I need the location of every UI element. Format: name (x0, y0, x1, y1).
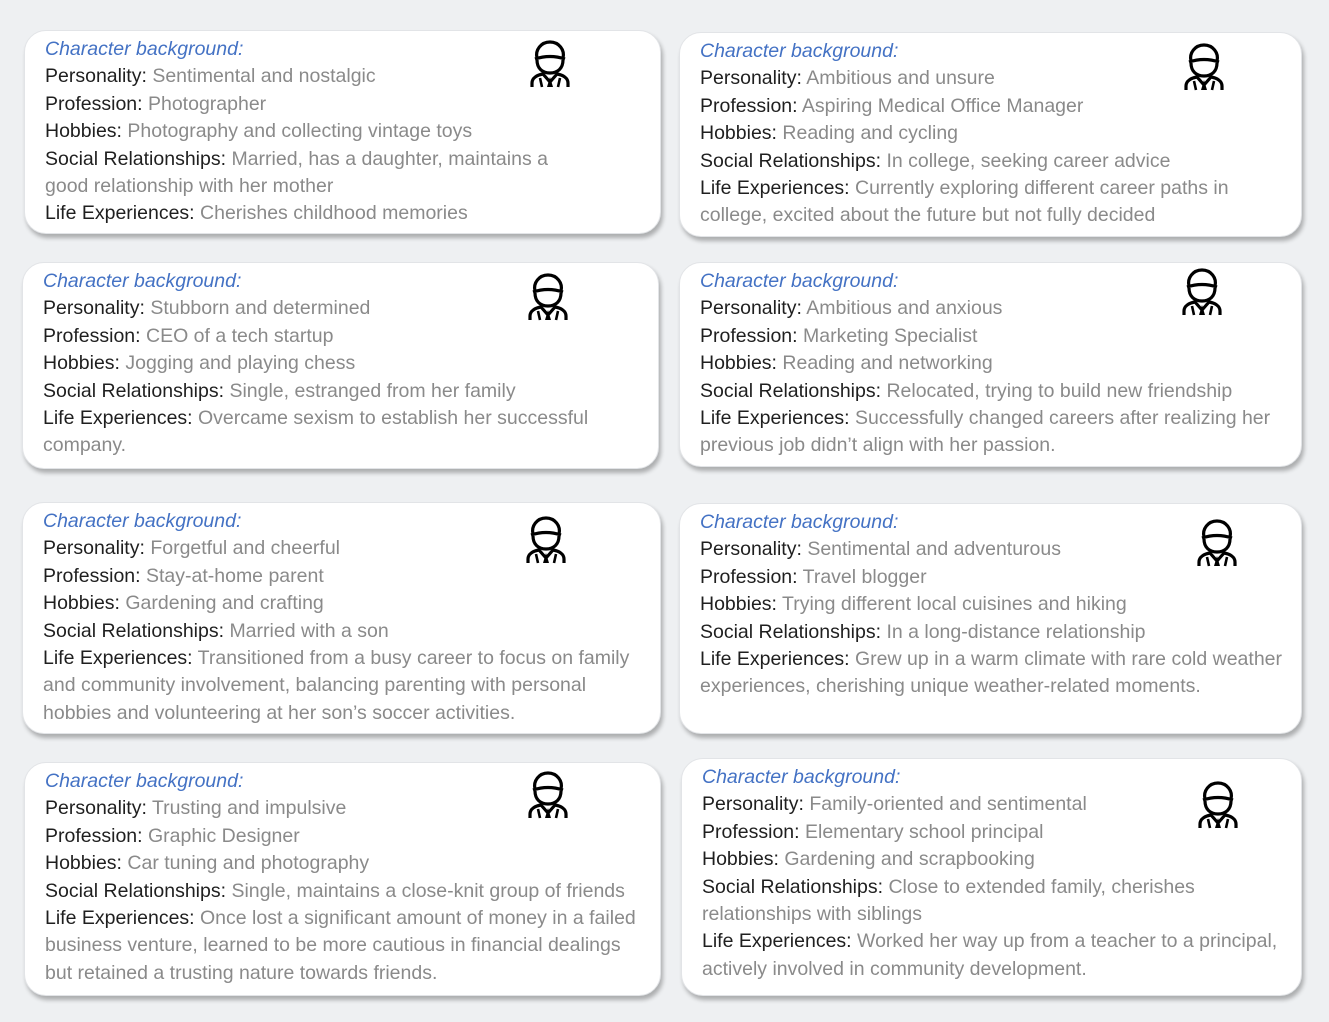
user-avatar-icon (1183, 41, 1225, 91)
card-title: Character background: (43, 270, 242, 292)
hobbies-row: Hobbies: Photography and collecting vintage toys (45, 120, 473, 143)
personality-row: Personality: Sentimental and adventurous (700, 538, 1061, 561)
card-title: Character background: (45, 38, 244, 60)
user-avatar-icon (529, 38, 571, 88)
character-card-3 (22, 262, 659, 469)
character-card-1 (24, 30, 661, 234)
life-row: Life Experiences: Successfully changed careers after realizing her previous job didn’t align with her passion. (700, 407, 1271, 457)
character-card-2 (679, 32, 1302, 237)
social-row: Social Relationships: Married, has a daughter, maintains a good relationship with her mother (45, 147, 548, 198)
social-row: Social Relationships: Single, estranged from her family (43, 379, 516, 402)
personality-row: Personality: Sentimental and nostalgic (45, 65, 376, 88)
user-avatar-icon (1181, 266, 1223, 316)
hobbies-row: Hobbies: Car tuning and photography (45, 852, 370, 875)
card-title: Character background: (45, 770, 244, 792)
card-title: Character background: (700, 270, 899, 292)
social-row: Social Relationships: Relocated, trying to build new friendship (700, 379, 1233, 402)
character-card-7 (24, 762, 661, 996)
personality-row: Personality: Trusting and impulsive (45, 797, 347, 820)
hobbies-row: Hobbies: Reading and networking (700, 352, 993, 375)
social-row: Social Relationships: Single, maintains a close-knit group of friends (45, 879, 625, 902)
personality-row: Personality: Ambitious and unsure (700, 67, 995, 90)
hobbies-row: Hobbies: Gardening and scrapbooking (702, 848, 1035, 871)
user-avatar-icon (527, 271, 569, 321)
character-card-4 (679, 262, 1302, 467)
card-title: Character background: (700, 40, 899, 62)
life-row: Life Experiences: Currently exploring different career paths in college, excited about the future but not fully decided (700, 177, 1229, 227)
personality-row: Personality: Ambitious and anxious (700, 297, 1003, 320)
hobbies-row: Hobbies: Gardening and crafting (43, 592, 324, 615)
profession-row: Profession: Stay-at-home parent (43, 564, 324, 587)
character-card-5 (22, 502, 661, 734)
profession-row: Profession: Photographer (45, 92, 267, 115)
profession-row: Profession: Marketing Specialist (700, 324, 978, 347)
card-title: Character background: (702, 766, 901, 788)
user-avatar-icon (527, 769, 569, 819)
profession-row: Profession: Travel blogger (700, 565, 927, 588)
personality-row: Personality: Family-oriented and sentimental (702, 793, 1087, 816)
user-avatar-icon (525, 514, 567, 564)
life-row: Life Experiences: Transitioned from a busy career to focus on family and community involvement, balancing parenting with personal hobbies and volunteering at her son’s soccer activities. (43, 647, 630, 724)
personality-row: Personality: Stubborn and determined (43, 297, 371, 320)
life-row: Life Experiences: Worked her way up from a teacher to a principal, actively involved in community development. (702, 930, 1278, 980)
profession-row: Profession: Elementary school principal (702, 820, 1044, 843)
personality-row: Personality: Forgetful and cheerful (43, 537, 341, 560)
social-row: Social Relationships: Close to extended family, cherishes relationships with siblings (702, 875, 1195, 926)
life-row: Life Experiences: Once lost a significant amount of money in a failed business venture, learned to be more cautious in financial dealings but retained a trusting nature towards friends. (45, 907, 636, 984)
life-row: Life Experiences: Cherishes childhood memories (45, 202, 468, 225)
life-row: Life Experiences: Overcame sexism to establish her successful company. (43, 407, 589, 457)
card-title: Character background: (700, 511, 899, 533)
life-row: Life Experiences: Grew up in a warm climate with rare cold weather experiences, cherishing unique weather-related moments. (700, 648, 1283, 698)
hobbies-row: Hobbies: Jogging and playing chess (43, 352, 356, 375)
user-avatar-icon (1196, 517, 1238, 567)
social-row: Social Relationships: Married with a son (43, 619, 389, 642)
profession-row: Profession: CEO of a tech startup (43, 324, 334, 347)
profession-row: Profession: Graphic Designer (45, 824, 300, 847)
profession-row: Profession: Aspiring Medical Office Manager (700, 94, 1084, 117)
hobbies-row: Hobbies: Trying different local cuisines and hiking (700, 593, 1127, 616)
card-title: Character background: (43, 510, 242, 532)
social-row: Social Relationships: In a long-distance relationship (700, 620, 1146, 643)
character-card-8 (681, 758, 1302, 996)
character-card-6 (679, 503, 1302, 734)
social-row: Social Relationships: In college, seeking career advice (700, 149, 1171, 172)
user-avatar-icon (1197, 779, 1239, 829)
hobbies-row: Hobbies: Reading and cycling (700, 122, 959, 145)
